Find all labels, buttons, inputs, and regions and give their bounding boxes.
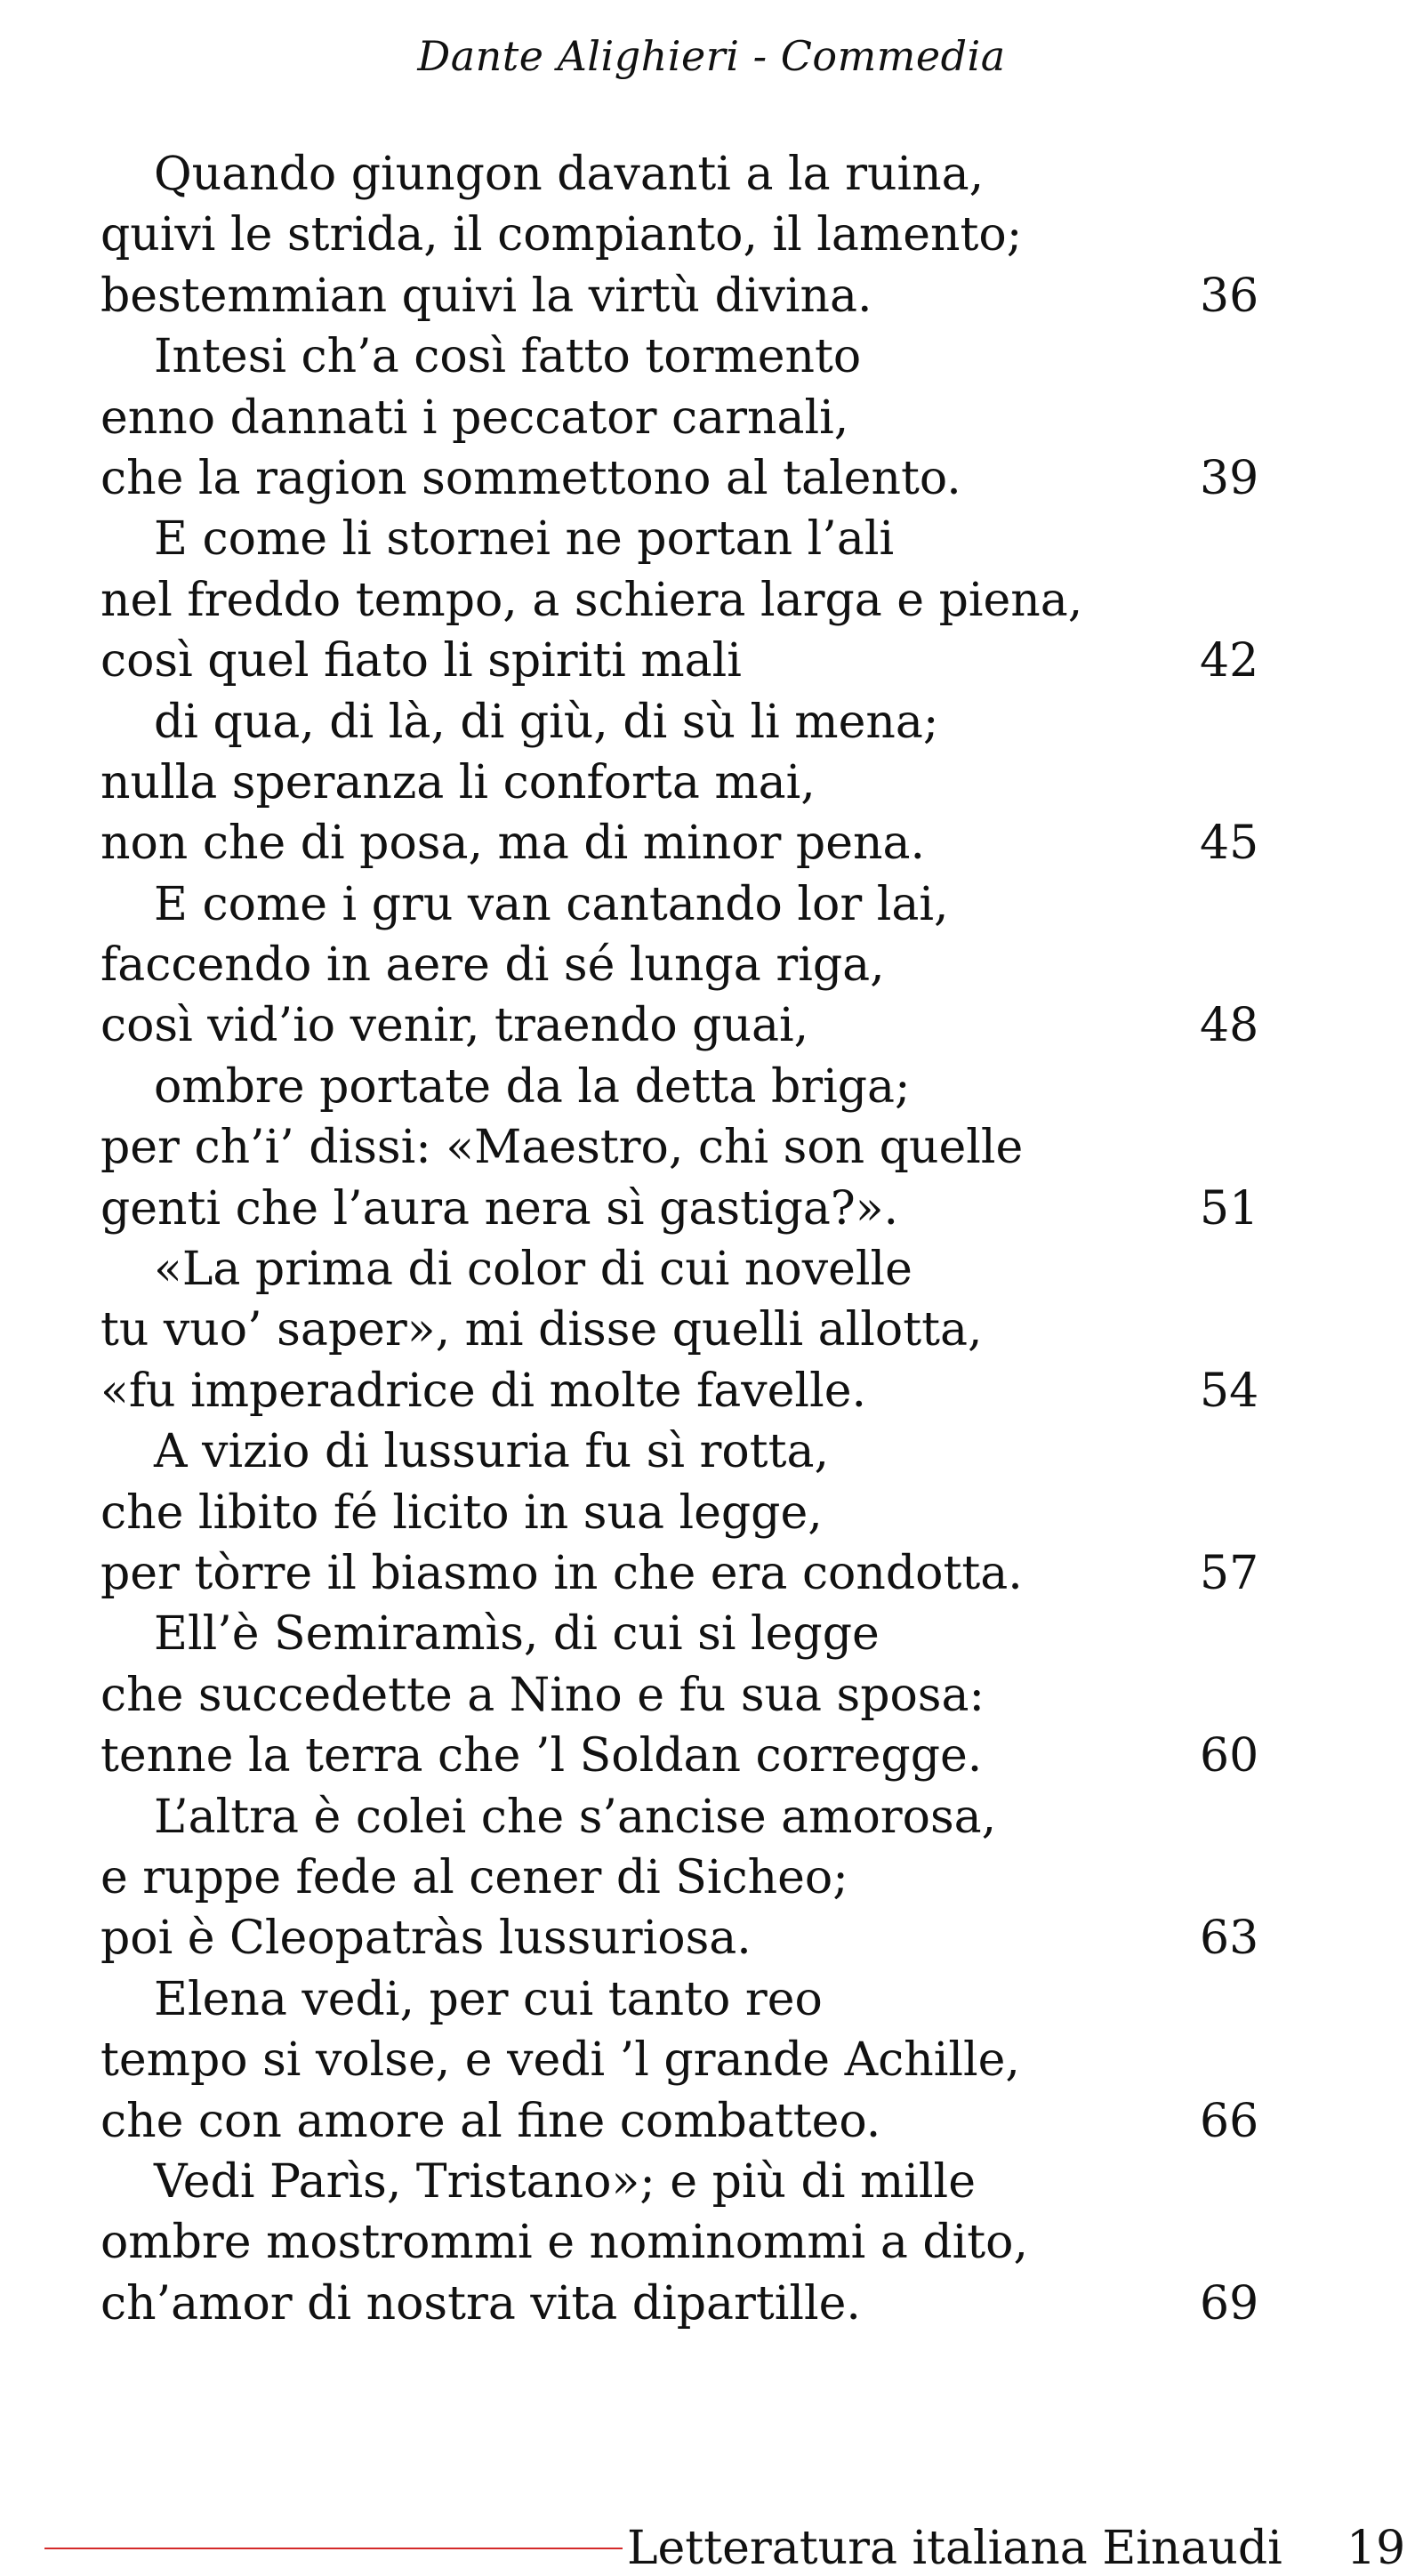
verse-line [100, 1543, 1257, 1604]
verse-line [100, 692, 1257, 753]
verse-text: L’altra è colei che s’ancise amorosa, [154, 1790, 997, 1844]
verse-line [100, 509, 1257, 569]
verse-line [100, 1361, 1257, 1421]
verse-line [100, 813, 1257, 873]
page-footer [0, 2523, 1423, 2576]
verse-line [100, 2152, 1257, 2212]
verse-text: Vedi Parìs, Tristano»; e più di mille [154, 2154, 976, 2209]
page-number: 19 [1347, 2522, 1406, 2575]
verse-text: ombre mostrommi e nominommi a dito, [100, 2216, 1028, 2270]
verse-line [100, 1057, 1257, 1117]
footer-title: Letteratura italiana Einaudi [627, 2522, 1282, 2575]
verse-line [100, 448, 1257, 509]
verse-number: 63 [1200, 1912, 1259, 1966]
verse-number: 66 [1200, 2094, 1259, 2148]
verse-number: 36 [1200, 269, 1259, 323]
verse-text: poi è Cleopatràs lussuriosa. [100, 1912, 752, 1966]
verse-text: tenne la terra che ’l Soldan corregge. [100, 1729, 983, 1783]
verse-text: così vid’io venir, traendo guai, [100, 999, 809, 1053]
footer-rule [44, 2548, 623, 2549]
verse-number: 45 [1200, 817, 1259, 871]
verse-text: che la ragion sommettono al talento. [100, 451, 961, 505]
verse-line [100, 2212, 1257, 2273]
verse-text: nulla speranza li conforta mai, [100, 755, 816, 809]
verse-text: E come li stornei ne portan l’ali [154, 512, 895, 567]
verse-text: «La prima di color di cui novelle [154, 1243, 912, 1297]
verse-text: tu vuo’ saper», mi disse quelli allotta, [100, 1303, 983, 1357]
verse-line [100, 2091, 1257, 2152]
verse-text: che con amore al fine combatteo. [100, 2094, 881, 2148]
verse-line [100, 326, 1257, 387]
verse-line [100, 1665, 1257, 1726]
verse-text: Quando giungon davanti a la ruina, [154, 148, 985, 201]
verse-line [100, 1239, 1257, 1300]
verse-number: 51 [1200, 1181, 1259, 1236]
verse-line [100, 1117, 1257, 1178]
verse-text: Intesi ch’a così fatto tormento [154, 330, 862, 384]
verse-text: per tòrre il biasmo in che era condotta. [100, 1546, 1023, 1600]
verse-block [100, 144, 1257, 2334]
verse-line [100, 1300, 1257, 1360]
verse-line [100, 935, 1257, 995]
verse-text: faccendo in aere di sé lunga riga, [100, 938, 885, 993]
verse-text: non che di posa, ma di minor pena. [100, 817, 926, 871]
verse-line [100, 753, 1257, 813]
verse-number: 57 [1200, 1546, 1259, 1600]
verse-line [100, 874, 1257, 935]
verse-text: per ch’i’ dissi: «Maestro, chi son quelle [100, 1121, 1024, 1175]
verse-number: 69 [1200, 2276, 1259, 2330]
verse-line [100, 1908, 1257, 1968]
verse-line [100, 2030, 1257, 2090]
verse-number: 60 [1200, 1729, 1259, 1783]
verse-line [100, 205, 1257, 265]
verse-text: Elena vedi, per cui tanto reo [154, 1972, 823, 2026]
verse-text: ch’amor di nostra vita dipartille. [100, 2276, 861, 2330]
verse-text: e ruppe fede al cener di Sicheo; [100, 1850, 848, 1904]
verse-text: bestemmian quivi la virtù divina. [100, 269, 872, 323]
verse-line [100, 1726, 1257, 1786]
verse-line [100, 1179, 1257, 1239]
verse-number: 42 [1200, 634, 1259, 688]
verse-text: così quel fiato li spiriti mali [100, 634, 742, 688]
verse-text: quivi le strida, il compianto, il lamento; [100, 208, 1023, 262]
verse-number: 54 [1200, 1364, 1259, 1418]
verse-line [100, 995, 1257, 1056]
verse-text: genti che l’aura nera sì gastiga?». [100, 1181, 899, 1236]
verse-text: di qua, di là, di giù, di sù li mena; [154, 695, 939, 749]
verse-line [100, 144, 1257, 205]
verse-line [100, 1421, 1257, 1482]
verse-text: Ell’è Semiramìs, di cui si legge [154, 1607, 880, 1662]
verse-line [100, 1604, 1257, 1664]
verse-line [100, 388, 1257, 448]
verse-line [100, 1969, 1257, 2030]
verse-text: E come i gru van cantando lor lai, [154, 877, 949, 931]
verse-line [100, 570, 1257, 631]
verse-text: che libito fé licito in sua legge, [100, 1485, 823, 1540]
verse-text: che succedette a Nino e fu sua sposa: [100, 1668, 985, 1722]
verse-line [100, 266, 1257, 326]
verse-text: tempo si volse, e vedi ’l grande Achille, [100, 2033, 1020, 2088]
verse-line [100, 1787, 1257, 1847]
verse-text: nel freddo tempo, a schiera larga e piena, [100, 573, 1083, 627]
verse-text: ombre portate da la detta briga; [154, 1059, 911, 1114]
verse-line [100, 1483, 1257, 1543]
verse-text: enno dannati i peccator carnali, [100, 390, 849, 445]
verse-line [100, 631, 1257, 691]
verse-number: 39 [1200, 451, 1259, 505]
verse-text: A vizio di lussuria fu sì rotta, [154, 1425, 830, 1479]
verse-line [100, 1847, 1257, 1908]
running-head: Dante Alighieri - Commedia [417, 32, 1006, 80]
verse-line [100, 2274, 1257, 2334]
verse-text: «fu imperadrice di molte favelle. [100, 1364, 866, 1418]
verse-number: 48 [1200, 999, 1259, 1053]
